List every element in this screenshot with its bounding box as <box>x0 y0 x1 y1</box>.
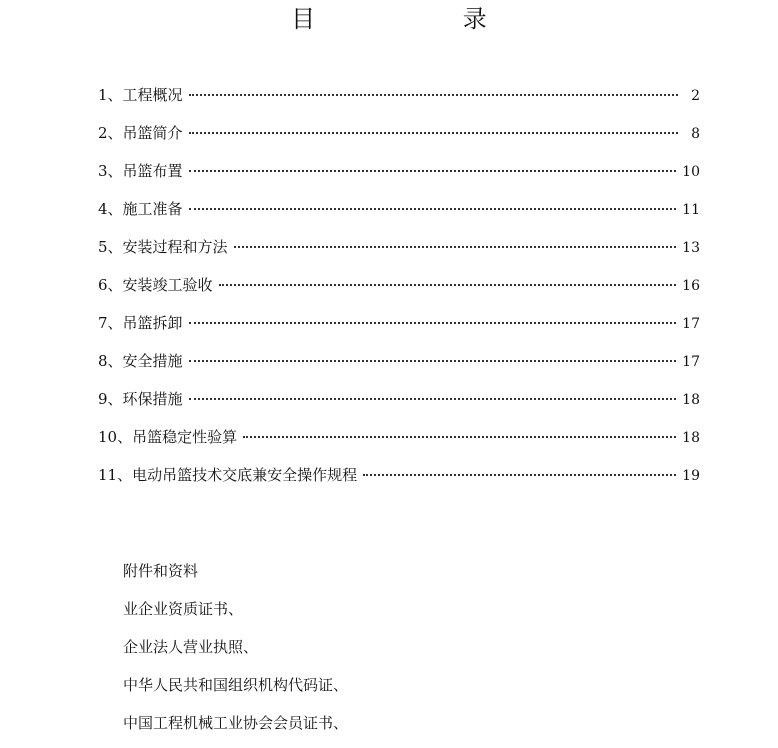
attachment-item: 中华人民共和国组织机构代码证、 <box>123 676 349 694</box>
toc-entry-number: 9、 <box>98 390 123 408</box>
toc-leader-dots <box>243 436 676 438</box>
toc-entry-number: 5、 <box>98 238 123 256</box>
attachments-section <box>123 558 348 748</box>
toc-entry[interactable] <box>98 386 700 424</box>
toc-entry[interactable] <box>98 82 700 120</box>
toc-entry-page: 19 <box>682 468 700 484</box>
toc-entry-number: 8、 <box>98 352 123 370</box>
attachment-item: 业企业资质证书、 <box>123 600 244 618</box>
toc-entry-number: 1、 <box>98 86 123 104</box>
toc-entry[interactable] <box>98 120 700 158</box>
table-of-contents <box>98 82 700 500</box>
page-title: 目 录 <box>291 5 557 33</box>
toc-entry-label: 环保措施 <box>122 390 183 408</box>
attachment-item: 企业法人营业执照、 <box>123 638 259 656</box>
toc-entry[interactable] <box>98 424 700 462</box>
toc-entry-number: 10、 <box>98 428 133 446</box>
toc-entry[interactable] <box>98 310 700 348</box>
toc-entry-number: 7、 <box>98 314 123 332</box>
toc-entry-label: 吊篮拆卸 <box>122 314 183 332</box>
toc-entry-page: 17 <box>682 316 700 332</box>
toc-entry-number: 11、 <box>98 466 133 484</box>
toc-leader-dots <box>234 246 677 248</box>
toc-entry-label: 吊篮稳定性验算 <box>132 428 238 446</box>
toc-entry-label: 安装过程和方法 <box>122 238 228 256</box>
toc-entry[interactable] <box>98 348 700 386</box>
toc-entry-page: 10 <box>682 164 700 180</box>
toc-leader-dots <box>189 208 677 210</box>
toc-entry-label: 吊篮简介 <box>122 124 183 142</box>
toc-entry-label: 施工准备 <box>122 200 183 218</box>
toc-entry-page: 16 <box>682 278 700 294</box>
toc-entry[interactable] <box>98 462 700 500</box>
attachments-heading: 附件和资料 <box>123 562 199 580</box>
toc-entry[interactable] <box>98 272 700 310</box>
toc-entry[interactable] <box>98 234 700 272</box>
toc-entry-label: 工程概况 <box>122 86 183 104</box>
attachment-item: 中国工程机械工业协会会员证书、 <box>123 714 349 732</box>
toc-entry[interactable] <box>98 158 700 196</box>
toc-entry-page: 18 <box>682 430 700 446</box>
toc-leader-dots <box>189 322 677 324</box>
toc-entry-number: 6、 <box>98 276 123 294</box>
toc-entry[interactable] <box>98 196 700 234</box>
toc-leader-dots <box>189 398 677 400</box>
toc-entry-number: 4、 <box>98 200 123 218</box>
toc-entry-number: 3、 <box>98 162 123 180</box>
toc-leader-dots <box>189 170 677 172</box>
toc-leader-dots <box>189 132 678 134</box>
toc-entry-label: 安全措施 <box>122 352 183 370</box>
toc-entry-page: 2 <box>691 88 700 104</box>
toc-entry-page: 18 <box>682 392 700 408</box>
toc-entry-page: 11 <box>682 202 700 218</box>
toc-entry-page: 13 <box>682 240 700 256</box>
toc-entry-number: 2、 <box>98 124 123 142</box>
toc-entry-label: 吊篮布置 <box>122 162 183 180</box>
toc-leader-dots <box>189 94 678 96</box>
toc-leader-dots <box>189 360 677 362</box>
toc-entry-label: 电动吊篮技术交底兼安全操作规程 <box>132 466 358 484</box>
toc-leader-dots <box>363 474 676 476</box>
toc-leader-dots <box>219 284 677 286</box>
toc-entry-page: 8 <box>691 126 700 142</box>
toc-entry-page: 17 <box>682 354 700 370</box>
toc-entry-label: 安装竣工验收 <box>122 276 213 294</box>
